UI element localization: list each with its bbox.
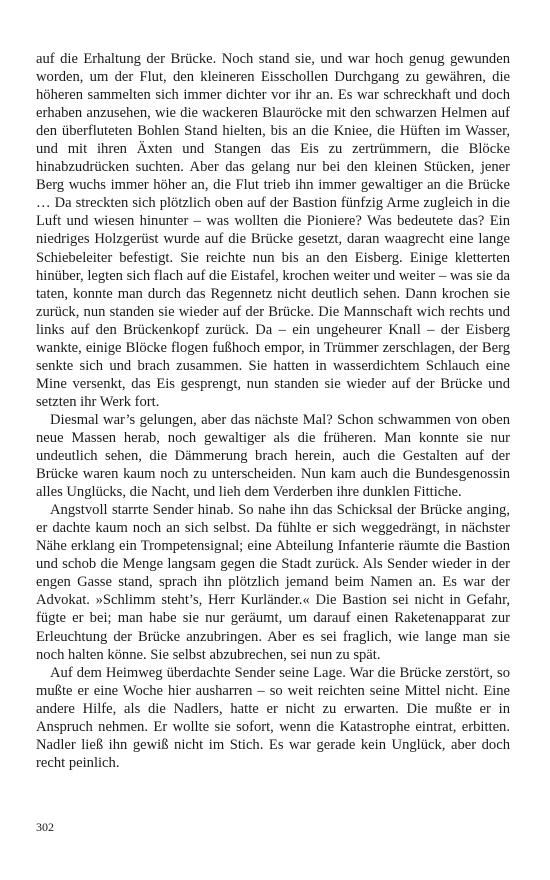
paragraph-3: Angstvoll starrte Sender hinab. So nahe ihn das Schicksal der Brücke anging, er dachte kaum noch an sich selbst. Da fühlte er sich weggedrängt, in nächster Nähe erklang ein Trompetensignal; eine Abteilung Infanterie räumte die Bastion und schob die Menge langsam gegen die Stadt zurück. Als Sender wieder in der engen Gasse stand, sprach ihn plötzlich jemand beim Namen an. Es war der Advokat. »Schlimm steht’s, Herr Kurländer.« Die Bastion sei nicht in Gefahr, fügte er bei; man habe sie nur geräumt, um darauf einen Raketenapparat zur Erleuchtung der Brücke anzubringen. Aber es sei fraglich, wie lange man sie noch halten könne. Sie selbst abzubrechen, sei nun zu spät. <box>36 502 510 663</box>
book-page-text <box>36 50 510 772</box>
paragraph-2: Diesmal war’s gelungen, aber das nächste Mal? Schon schwammen von oben neue Massen herab, noch gewaltiger als die früheren. Man konnte sie nur undeutlich sehen, die Dämmerung brach herein, auch die Gestalten auf der Brücke waren kaum noch zu unterscheiden. Nun kam auch die Bundesgenossin alles Unglücks, die Nacht, und lieh dem Verderben ihre dunklen Fittiche. <box>36 411 510 501</box>
paragraph-4: Auf dem Heimweg überdachte Sender seine Lage. War die Brücke zerstört, so mußte er eine Woche hier ausharren – so weit reichten seine Mittel nicht. Eine andere Hilfe, als die Nadlers, hatte er nicht zu erwarten. Die mußte er in Anspruch nehmen. Er wollte sie sofort, wenn die Katastrophe eintrat, erbitten. Nadler ließ ihn gewiß nicht im Stich. Es war gerade kein Unglück, aber doch recht peinlich. <box>36 664 510 771</box>
page-number: 302 <box>36 820 54 834</box>
paragraph-1: auf die Erhaltung der Brücke. Noch stand sie, und war hoch genug gewunden worden, um der Flut, den kleineren Eisschollen Durchgang zu gewähren, die höheren sammelten sich immer dichter vor ihr an. Es war schreckhaft und doch erhaben anzusehen, wie die wackeren Blauröcke mit den schwarzen Helmen auf den überfluteten Bohlen Stand hielten, bis an die Kniee, die Hüften im Wasser, und mit ihren Äxten und Stangen das Eis zu zertrümmern, die Blöcke hinabzudrücken suchten. Aber das gelang nur bei den kleinen Stücken, jener Berg wuchs immer höher an, die Flut trieb ihn immer gewaltiger an die Brücke … Da streckten sich plötzlich oben auf der Bastion fünfzig Arme zugleich in die Luft und wiesen hinunter – was wollten die Pioniere? Was bedeutete das? Ein niedriges Holzgerüst wurde auf die Brücke gesetzt, daran waagrecht eine lange Schiebeleiter befestigt. Sie reichte nun bis an den Eisberg. Einige kletterten hinüber, legten sich flach auf die Eistafel, krochen weiter und weiter – was sie da taten, konnte man durch das Regennetz nicht deutlich sehen. Dann krochen sie zurück, nun standen sie wieder auf der Brücke. Die Mannschaft wich rechts und links auf den Brückenkopf zurück. Da – ein ungeheurer Knall – der Eisberg wankte, einige Blöcke flogen fußhoch empor, in Trümmer zerschlagen, der Berg senkte sich und brach zusammen. Sie hatten in wasserdichtem Schlauch eine Mine versenkt, das Eis gesprengt, nun standen sie wieder auf der Brücke und setzten ihr Werk fort. <box>36 51 510 410</box>
